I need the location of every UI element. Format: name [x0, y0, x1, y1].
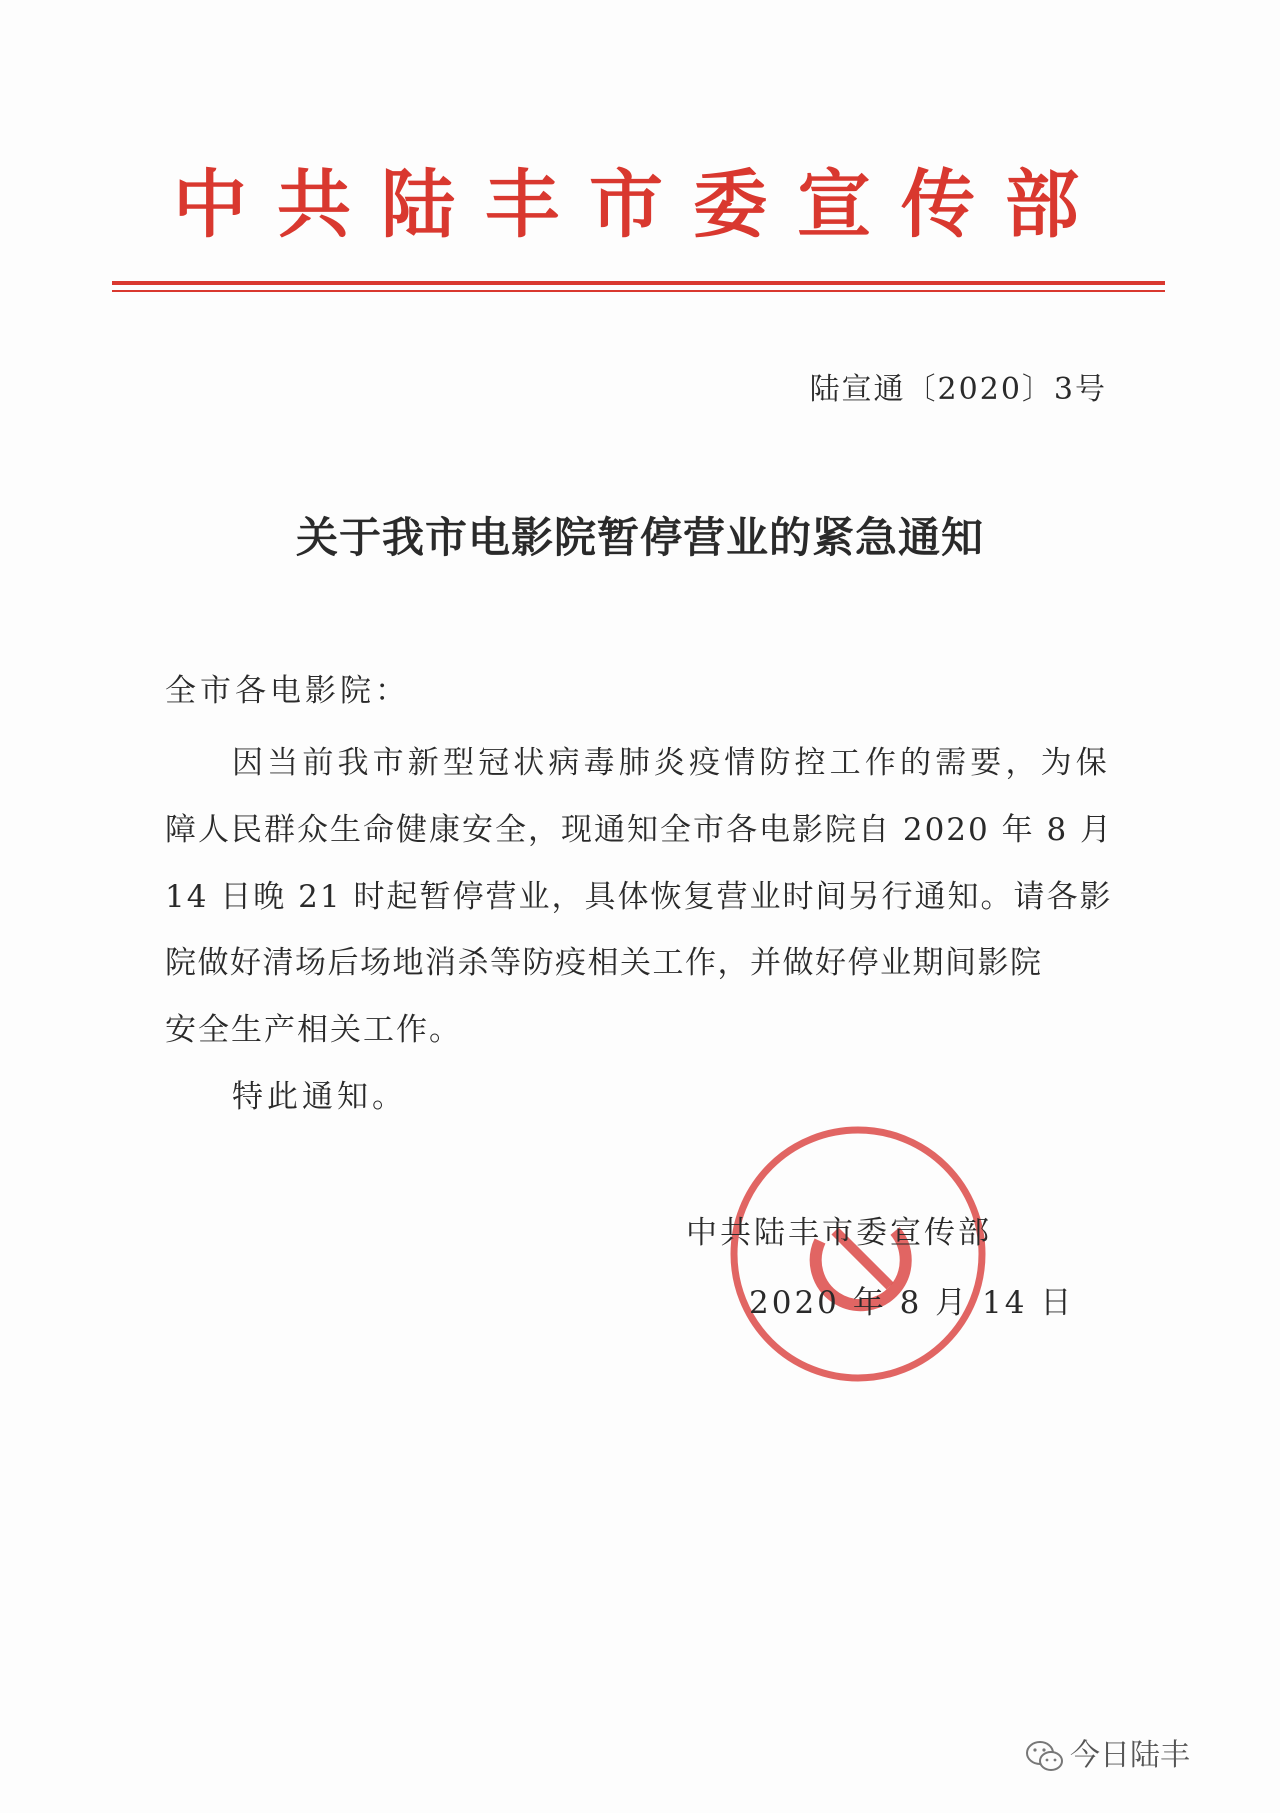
document-number: 陆宣通〔2020〕3号 — [809, 372, 1107, 407]
paragraph-line: 因 当 前 我 市 新 型 冠 状 病 毒 肺 炎 疫 情 防 控 工 作 的 需 要 ， 为 保 — [232, 745, 1107, 781]
wechat-icon — [1025, 1740, 1065, 1774]
salutation: 全市各电影院： — [165, 673, 410, 709]
closing: 特此通知。 — [232, 1079, 407, 1115]
signature-org: 中共陆丰市委宣传部 — [686, 1215, 992, 1251]
org-header: 中共陆丰市委宣传部 — [173, 162, 1109, 248]
paragraph-line: 院做好清场后场地消杀等防疫相关工作，并做好停业期间影院 — [165, 945, 1043, 981]
header-rule-thin — [112, 290, 1165, 292]
paragraph-line: 安全生产相关工作。 — [165, 1012, 462, 1048]
official-seal-stamp — [725, 1121, 991, 1387]
document-title: 关于我市电影院暂停营业的紧急通知 — [295, 513, 984, 562]
signature-date: 2020 年 8 月 14 日 — [749, 1285, 1075, 1321]
paragraph-line: 14 日晚 21 时起暂停营业，具体恢复营业时间另行通知。请各影 — [165, 879, 1113, 915]
paragraph-line: 障人民群众生命健康安全，现通知全市各电影院自 2020 年 8 月 — [165, 812, 1114, 848]
watermark-label: 今日陆丰 — [1070, 1738, 1190, 1773]
header-rule-thick — [112, 281, 1165, 285]
